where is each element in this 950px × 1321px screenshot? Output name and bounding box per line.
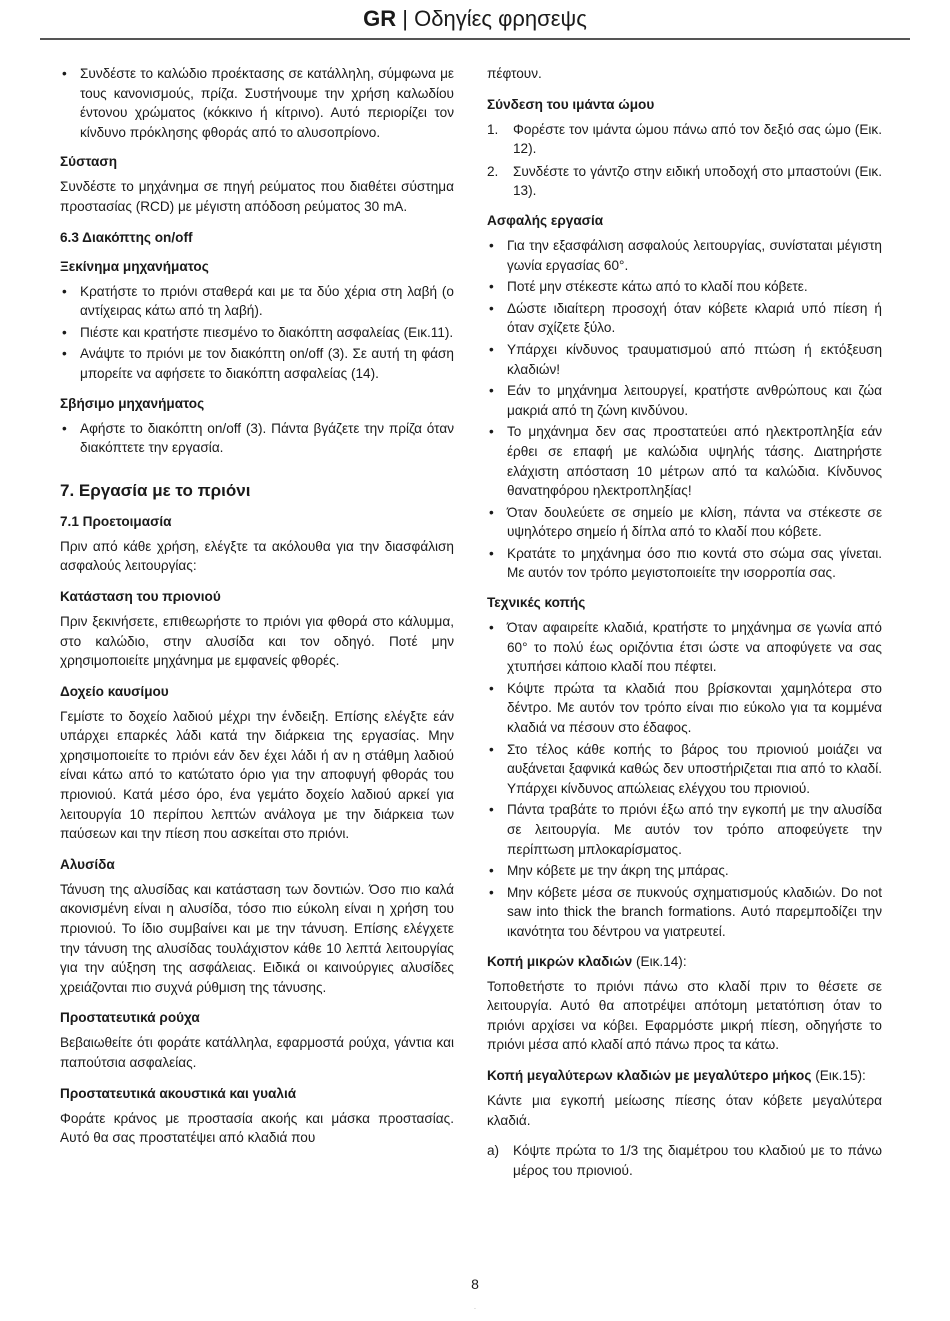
page-header xyxy=(0,6,950,32)
list-item: • Υπάρχει κίνδυνος τραυματισμού από πτώση ή εκτόξευση κλαδιών! xyxy=(487,340,882,379)
saw-state-heading: Κατάσταση του πριονιού xyxy=(60,588,221,604)
start-machine-heading: Ξεκίνημα μηχανήματος xyxy=(60,258,209,274)
page-number: 8 xyxy=(471,1276,479,1292)
step-text: Συνδέστε το γάντζο στην ειδική υποδοχή στο μπαστούνι (Εικ. 13). xyxy=(513,163,882,199)
large-branches-heading xyxy=(487,1066,882,1085)
stop-bullet-list xyxy=(60,419,454,458)
cutting-techniques-bullet-list xyxy=(487,618,882,942)
fuel-tank-text: Γεμίστε το δοχείο λαδιού μέχρι την ένδειξη. Επίσης ελέγξτε εάν υπάρχει επαρκές λάδι κατά την διάρκεια της εργασίας. Μην χρησιμοποιείτε το πριόνι εάν δεν έχει λάδι ή αν η στάθμη λαδιού είναι κάτω από το κατώτατο όριο για την αποφυγή φθοράς του πριονιού. Κατά μέσο όρο, ένα γεμάτο δοχείο λαδιού αρκεί για λειτουργία 10 περίπου λεπτών ανάλογα με την διάρκεια των παύσεων και την πίεση που ασκείται στο πριόνι. xyxy=(60,708,454,842)
list-item: • Εάν το μηχάνημα λειτουργεί, κρατήστε ανθρώπους και ζώα μακριά από τη ζώνη κινδύνου. xyxy=(487,381,882,420)
large-branches-heading-figure: (Εικ.15): xyxy=(811,1067,866,1083)
strap-steps-list xyxy=(487,120,882,201)
header-divider xyxy=(40,38,910,40)
small-branches-heading-figure: (Εικ.14): xyxy=(632,953,687,969)
large-branches-steps-list xyxy=(487,1141,882,1180)
large-branches-text: Κάντε μια εγκοπή μείωσης πίεσης όταν κόβετε μεγαλύτερα κλαδιά. xyxy=(487,1092,882,1128)
header-title: Οδηγίες φρησεψς xyxy=(414,6,587,31)
list-item: • Κρατήστε το πριόνι σταθερά και με τα δύο χέρια στη λαβή (ο αντίχειρας κάτω από τη λαβή). xyxy=(60,282,454,321)
section-7-heading: 7. Εργασία με το πριόνι xyxy=(60,480,251,500)
shoulder-strap-heading: Σύνδεση του ιμάντα ώμου xyxy=(487,96,655,112)
section-6-3-heading: 6.3 Διακόπτης on/off xyxy=(60,229,193,245)
hearing-protection-heading: Προστατευτικά ακουστικά και γυαλιά xyxy=(60,1085,297,1101)
list-item: • Δώστε ιδιαίτερη προσοχή όταν κόβετε κλαριά υπό πίεση ή όταν σχίζετε ξύλο. xyxy=(487,299,882,338)
list-item: • Μην κόβετε μέσα σε πυκνούς σχηματισμούς κλαδιών. Do not saw into thick the branch formations. Αυτό παρεμποδίζει την ικανότητα του δέντρου να γιατρευτεί. xyxy=(487,883,882,942)
section-7-1-heading: 7.1 Προετοιμασία xyxy=(60,513,172,529)
stop-machine-heading: Σβήσιμο μηχανήματος xyxy=(60,395,205,411)
cutting-techniques-heading: Τεχνικές κοπής xyxy=(487,595,586,611)
list-item: • Ποτέ μην στέκεστε κάτω από το κλαδί που κόβετε. xyxy=(487,277,882,297)
list-item: • Συνδέστε το καλώδιο προέκτασης σε κατάλληλη, σύμφωνα με τους κανονισμούς, πρίζα. Συστήνουμε την χρήση καλωδίου έντονου χρώματος (κόκκινο ή κίτρινο). Αυτό περιορίζει τον κίνδυνο πρόκλησης φθοράς από το αλυσοπρίονο. xyxy=(60,64,454,142)
step-text: Κόψτε πρώτα το 1/3 της διαμέτρου του κλαδιού με το πάνω μέρος του πριονιού. xyxy=(513,1143,882,1178)
chain-text: Τάνυση της αλυσίδας και κατάσταση των δοντιών. Όσο πιο καλά ακονισμένη είναι η αλυσίδα, τόσο πιο εύκολη είναι η χρήση του πριονιού. Το ίδιο συμβαίνει και με την τάνυση. Επίσης ελέγχετε την τάνυση της αλυσίδας τουλάχιστον κάθε 10 λεπτά λειτουργίας για την αύξηση της ασφάλειας. Ειδικά οι καινούργιες αλυσίδες χρειάζονται πιο συχνά ρύθμιση της τάνυσης. xyxy=(60,881,454,995)
step-number: 1. xyxy=(487,121,499,137)
safe-work-bullet-list xyxy=(487,236,882,583)
continuation-text: πέφτουν. xyxy=(487,66,542,81)
hearing-protection-text: Φοράτε κράνος με προστασία ακοής και μάσκα προστασίας. Αυτό θα σας προστατέψει από κλαδιά που xyxy=(60,1110,454,1146)
list-item: • Όταν δουλεύετε σε σημείο με κλίση, πάντα να στέκεστε σε υψηλότερο σημείο ή δίπλα από το κλαδί που κόβετε. xyxy=(487,503,882,542)
safe-work-heading: Ασφαλής εργασία xyxy=(487,212,604,228)
list-item: • Πιέστε και κρατήστε πιεσμένο το διακόπτη ασφαλείας (Εικ.11). xyxy=(60,323,454,343)
chain-heading: Αλυσίδα xyxy=(60,856,115,872)
list-item: • Κρατάτε το μηχάνημα όσο πιο κοντά στο σώμα σας γίνεται. Με αυτόν τον τρόπο μεγιστοποιείτε την ισορροπία σας. xyxy=(487,544,882,583)
list-item: • Κόψτε πρώτα τα κλαδιά που βρίσκονται χαμηλότερα στο δέντρο. Με αυτόν τον τρόπο είναι πιο εύκολο για τα κομμένα κλαδιά να πέσουν στο έδαφος. xyxy=(487,679,882,738)
footer-dot: . xyxy=(474,1304,476,1311)
step-text: Φορέστε τον ιμάντα ώμου πάνω από τον δεξιό σας ώμο (Εικ. 12). xyxy=(513,121,882,157)
list-item: • Όταν αφαιρείτε κλαδιά, κρατήστε το μηχάνημα σε γωνία από 60° το πολύ έως οριζόντια έτσι ώστε να αποφύγετε να σας χτυπήσει κάποιο κλαδί που πέφτει. xyxy=(487,618,882,677)
protective-clothing-heading: Προστατευτικά ρούχα xyxy=(60,1010,200,1026)
recommendation-text: Συνδέστε το μηχάνημα σε πηγή ρεύματος που διαθέτει σύστημα προστασίας (RCD) με μέγιστη απόδοση ρεύματος 30 mA. xyxy=(60,179,454,214)
protective-clothing-text: Βεβαιωθείτε ότι φοράτε κατάλληλα, εφαρμοστά ρούχα, γάντια και παπούτσια ασφαλείας. xyxy=(60,1035,454,1070)
left-column xyxy=(60,64,454,1159)
list-item: • Ανάψτε το πριόνι με τον διακόπτη on/off (3). Σε αυτή τη φάση μπορείτε να αφήσετε το διακόπτη ασφαλείας (14). xyxy=(60,344,454,383)
saw-state-text: Πριν ξεκινήσετε, επιθεωρήστε το πριόνι για φθορά στο κάλυμμα, στο καλώδιο, στην αλυσίδα και τον οδηγό. Ποτέ μην χρησιμοποιείτε μηχάνημα με εμφανείς φθορές. xyxy=(60,613,454,669)
list-item: • Στο τέλος κάθε κοπής το βάρος του πριονιού μοιάζει να αυξάνεται ξαφνικά καθώς δεν υποστήριζεται πια από το κλαδί. Υπάρχει κίνδυνος απώλειας ελέγχου του πριονιού. xyxy=(487,740,882,799)
step-number: 2. xyxy=(487,163,499,179)
small-branches-text: Τοποθετήστε το πριόνι πάνω στο κλαδί πριν το θέσετε σε λειτουργία. Αυτό θα αποτρέψει απότομη μετατόπιση όταν το πριόνι αρχίσει να κόβει. Εφαρμόστε μικρή πίεση, οδηγήστε το πριόνι μέσα από κλαδί από πάνω προς τα κάτω. xyxy=(487,978,882,1053)
language-code: GR xyxy=(363,6,397,31)
step-number: a) xyxy=(487,1143,500,1159)
recommendation-heading: Σύσταση xyxy=(60,154,118,170)
list-item xyxy=(487,162,882,201)
right-column xyxy=(487,64,882,1190)
start-bullet-list xyxy=(60,282,454,384)
small-branches-heading-bold: Κοπή μικρών κλαδιών xyxy=(487,953,633,969)
header-separator: | xyxy=(396,6,415,31)
list-item: • Αφήστε το διακόπτη on/off (3). Πάντα βγάζετε την πρίζα όταν διακόπτετε την εργασία. xyxy=(60,419,454,458)
small-branches-heading xyxy=(487,952,882,971)
fuel-tank-heading: Δοχείο καυσίμου xyxy=(60,683,169,699)
list-item: • Το μηχάνημα δεν σας προστατεύει από ηλεκτροπληξία εάν έρθει σε επαφή με καλώδια υψηλής τάσης. Διατηρήστε ελάχιστη απόσταση 10 μέτρων από τα καλώδια. Κίνδυνος θανατηφόρου ηλεκτροπληξίας! xyxy=(487,422,882,500)
list-item xyxy=(487,1141,882,1180)
large-branches-heading-bold: Κοπή μεγαλύτερων κλαδιών με μεγαλύτερο μήκος xyxy=(487,1067,812,1083)
preparation-text: Πριν από κάθε χρήση, ελέγξτε τα ακόλουθα για την διασφάλιση ασφαλούς λειτουργίας: xyxy=(60,538,454,574)
list-item: • Για την εξασφάλιση ασφαλούς λειτουργίας, συνίσταται μέγιστη γωνία εργασίας 60°. xyxy=(487,236,882,275)
list-item xyxy=(487,120,882,159)
intro-bullet-list xyxy=(60,64,454,142)
list-item: • Πάντα τραβάτε το πριόνι έξω από την εγκοπή με την αλυσίδα σε λειτουργία. Με αυτόν τον τρόπο αποφεύγετε την περίπτωση μπλοκαρίσματος. xyxy=(487,800,882,859)
list-item: • Μην κόβετε με την άκρη της μπάρας. xyxy=(487,861,882,881)
